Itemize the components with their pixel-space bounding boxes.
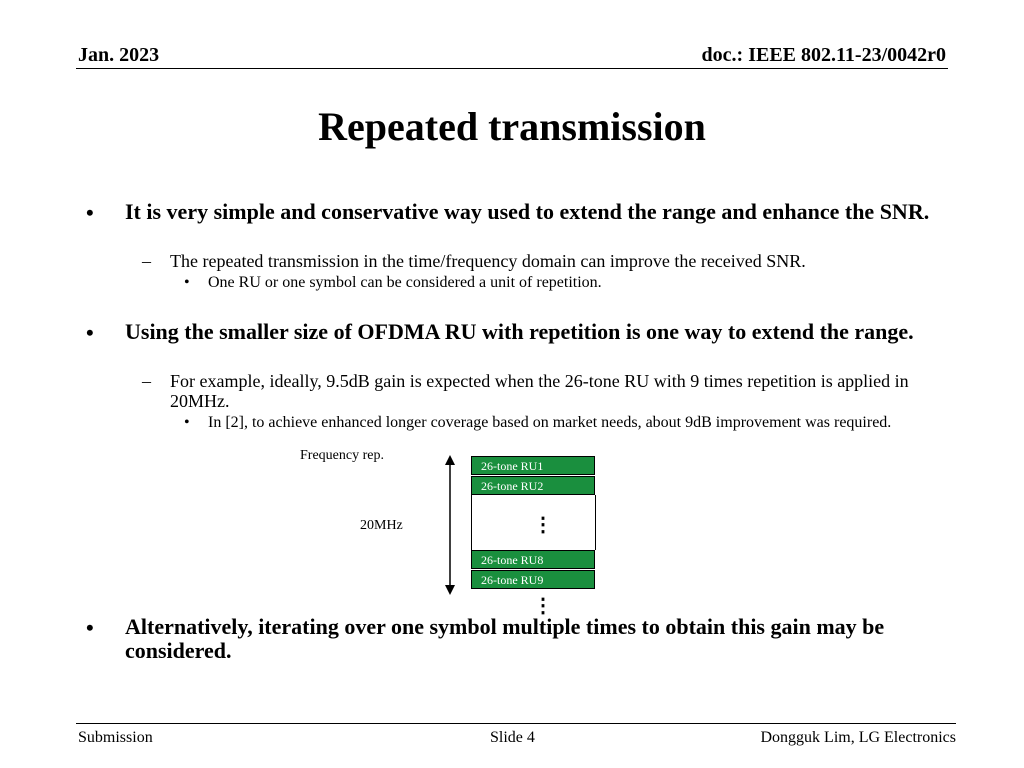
footer-slide-number: Slide 4 bbox=[490, 729, 535, 746]
bullet-1-subsub-marker: • bbox=[184, 274, 190, 291]
bullet-1-sub-marker: – bbox=[142, 251, 151, 271]
header-date: Jan. 2023 bbox=[78, 44, 160, 66]
footer-author: Dongguk Lim, LG Electronics bbox=[760, 729, 956, 746]
slide-title: Repeated transmission bbox=[318, 104, 706, 149]
frequency-rep-label: Frequency rep. bbox=[300, 448, 384, 463]
bullet-3-text: Alternatively, iterating over one symbol multiple times to obtain this gain may be considered. bbox=[125, 614, 885, 663]
bullet-2-sub-marker: – bbox=[142, 371, 151, 391]
bullet-2-marker: • bbox=[86, 320, 94, 345]
ru-ellipsis: ⋮ bbox=[533, 514, 553, 536]
symbol-ellipsis: ⋮ bbox=[533, 595, 553, 617]
bullet-1-sub-text: The repeated transmission in the time/frequency domain can improve the received SNR. bbox=[170, 251, 806, 271]
bandwidth-label: 20MHz bbox=[360, 518, 403, 533]
ru-block-9: 26-tone RU9 bbox=[471, 570, 595, 589]
ru-block-2: 26-tone RU2 bbox=[471, 476, 595, 495]
bullet-1-marker: • bbox=[86, 200, 94, 225]
bullet-1-subsub-text: One RU or one symbol can be considered a unit of repetition. bbox=[208, 274, 602, 291]
bullet-2-sub-text: For example, ideally, 9.5dB gain is expected when the 26-tone RU with 9 times repetition is applied in 20MHz. bbox=[170, 371, 909, 411]
bandwidth-arrow bbox=[440, 455, 460, 595]
ru-block-1: 26-tone RU1 bbox=[471, 456, 595, 475]
header-divider bbox=[76, 68, 948, 69]
header-doc-id: doc.: IEEE 802.11-23/0042r0 bbox=[701, 44, 946, 66]
ru-block-8: 26-tone RU8 bbox=[471, 550, 595, 569]
bullet-2-subsub-marker: • bbox=[184, 414, 190, 431]
footer-divider bbox=[76, 723, 956, 724]
bullet-1-text: It is very simple and conservative way used to extend the range and enhance the SNR. bbox=[125, 199, 930, 224]
bullet-2-subsub-text: In [2], to achieve enhanced longer coverage based on market needs, about 9dB improvement was required. bbox=[208, 414, 892, 431]
bullet-2-text: Using the smaller size of OFDMA RU with repetition is one way to extend the range. bbox=[125, 319, 914, 344]
bullet-3-marker: • bbox=[86, 615, 94, 640]
footer-submission: Submission bbox=[78, 729, 153, 746]
